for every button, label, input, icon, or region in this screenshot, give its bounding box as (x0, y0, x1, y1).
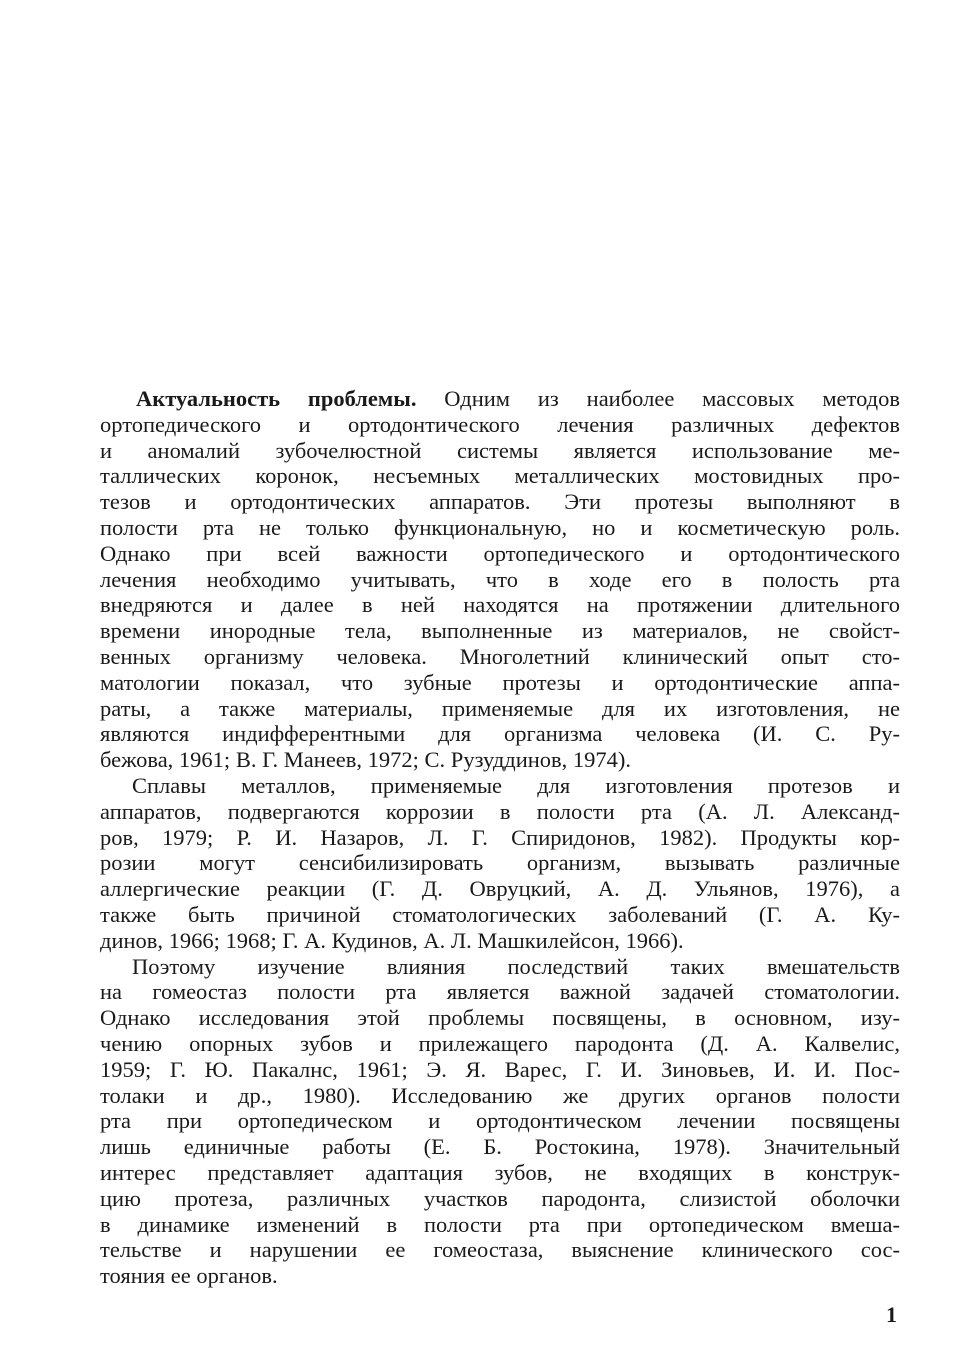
paragraph-3-line: цию протеза, различных участков пародонта, слизистой оболочки (100, 1185, 900, 1211)
paragraph-3-line: рта при ортопедическом и ортодонтическом лечении посвящены (100, 1108, 900, 1134)
paragraph-3-line: чению опорных зубов и прилежащего пародонта (Д. А. Калвелис, (100, 1030, 900, 1056)
paragraph-1-line: таллических коронок, несъемных металлических мостовидных про- (100, 463, 900, 489)
paragraph-3-line: Однако исследования этой проблемы посвящены, в основном, изу- (100, 1005, 900, 1031)
paragraph-2-line: динов, 1966; 1968; Г. А. Кудинов, А. Л. Машкилейсон, 1966). (100, 927, 684, 953)
paragraph-1-line: тезов и ортодонтических аппаратов. Эти протезы выполняют в (100, 489, 900, 515)
paragraph-2-line: также быть причиной стоматологических заболеваний (Г. А. Ку- (100, 901, 900, 927)
paragraph-1-line: лечения необходимо учитывать, что в ходе его в полость рта (100, 566, 900, 592)
paragraph-2-line: аллергические реакции (Г. Д. Овруцкий, А. Д. Ульянов, 1976), а (100, 876, 900, 902)
paragraph-3-line: в динамике изменений в полости рта при ортопедическом вмеша- (100, 1211, 900, 1237)
paragraph-2-line: розии могут сенсибилизировать организм, вызывать различные (100, 850, 900, 876)
paragraph-3-line: толаки и др., 1980). Исследованию же других органов полости (100, 1082, 900, 1108)
paragraph-1-line: и аномалий зубочелюстной системы является использование ме- (100, 437, 900, 463)
paragraph-1-line: венных организму человека. Многолетний клинический опыт сто- (100, 643, 900, 669)
paragraph-3-line: интерес представляет адаптация зубов, не входящих в конструк- (100, 1159, 900, 1185)
paragraph-3-line: тояния ее органов. (100, 1263, 278, 1289)
paragraph-3-line: тельстве и нарушении ее гомеостаза, выяснение клинического сос- (100, 1237, 900, 1263)
paragraph-3-line: Поэтому изучение влияния последствий таких вмешательств (132, 953, 900, 979)
body-text (100, 386, 900, 1289)
paragraph-1-line: ортопедического и ортодонтического лечения различных дефектов (100, 411, 900, 437)
paragraph-1-line: являются индифферентными для организма человека (И. С. Ру- (100, 721, 900, 747)
paragraph-1-line: раты, а также материалы, применяемые для их изготовления, не (100, 695, 900, 721)
paragraph-3-line: 1959; Г. Ю. Пакалнс, 1961; Э. Я. Варес, Г. И. Зиновьев, И. И. Пос- (100, 1056, 900, 1082)
paragraph-1-line-1 (100, 386, 900, 412)
paragraph-3-line: лишь единичные работы (Е. Б. Ростокина, 1978). Значительный (100, 1134, 900, 1160)
paragraph-1-line: матологии показал, что зубные протезы и ортодонтические аппа- (100, 669, 900, 695)
paragraph-1-line: бежова, 1961; В. Г. Манеев, 1972; С. Рузуддинов, 1974). (100, 747, 632, 773)
paragraph-1-line: полости рта не только функциональную, но и косметическую роль. (100, 514, 900, 540)
paragraph-1-line: внедряются и далее в ней находятся на протяжении длительного (100, 592, 900, 618)
section-heading: Актуальность проблемы. (136, 386, 417, 411)
paragraph-1-line-1-text: Одним из наиболее массовых методов (416, 386, 901, 411)
paragraph-1-line: времени инородные тела, выполненные из материалов, не свойст- (100, 618, 900, 644)
paragraph-2-line: ров, 1979; Р. И. Назаров, Л. Г. Спиридонов, 1982). Продукты кор- (100, 824, 900, 850)
paragraph-3-line: на гомеостаз полости рта является важной задачей стоматологии. (100, 979, 900, 1005)
paragraph-2-line: аппаратов, подвергаются коррозии в полости рта (А. Л. Александ- (100, 798, 900, 824)
paragraph-2-line: Сплавы металлов, применяемые для изготовления протезов и (132, 772, 900, 798)
paragraph-1-line: Однако при всей важности ортопедического и ортодонтического (100, 540, 900, 566)
page-number: 1 (886, 1302, 897, 1327)
